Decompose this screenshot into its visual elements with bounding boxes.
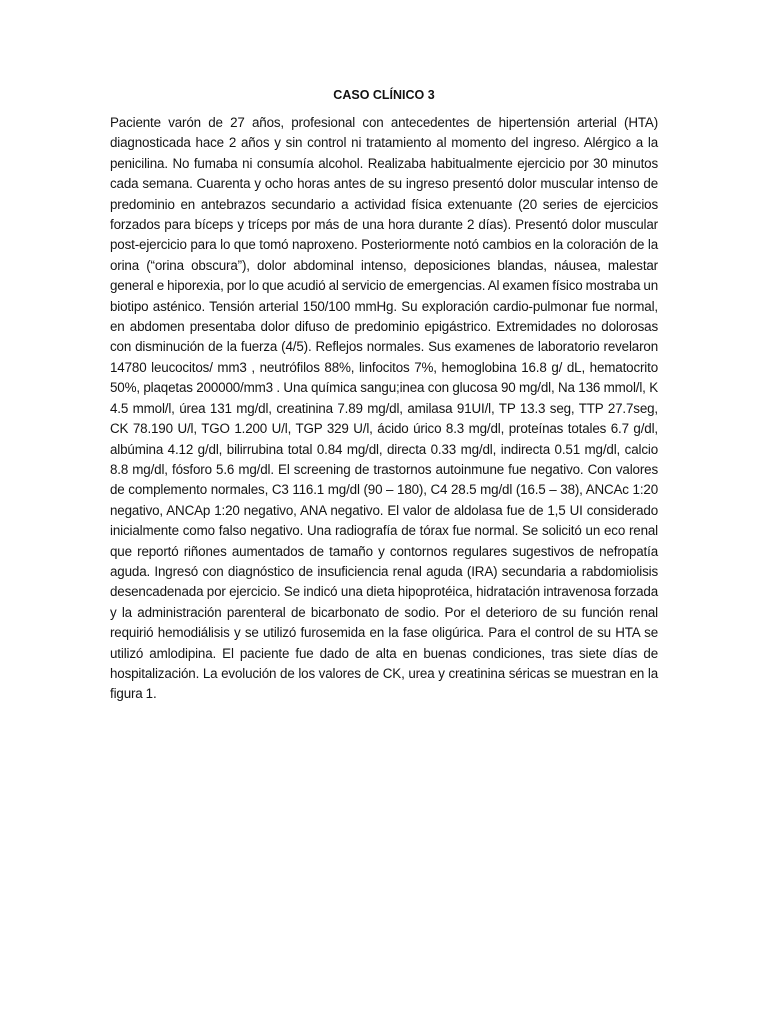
case-paragraph: Paciente varón de 27 años, profesional con antecedentes de hipertensión arterial (HTA) diagnosticada hace 2 años y sin control ni tratamiento al momento del ingreso. Alérgico a la penicilina. No fumaba ni consumía alcohol. Realizaba habitualmente ejercicio por 30 minutos cada semana. Cuarenta y ocho horas antes de su ingreso presentó dolor muscular intenso de predominio en antebrazos secundario a actividad física extenuante (20 series de ejercicios forzados para bíceps y tríceps por más de una hora durante 2 días). Presentó dolor muscular post-ejercicio para lo que tomó naproxeno. Posteriormente notó cambios en la coloración de la orina (“orina obscura”), dolor abdominal intenso, deposiciones blandas, náusea, malestar general e hiporexia, por lo que acudió al servicio de emergencias. Al examen físico mostraba un biotipo asténico. Tensión arterial 150/100 mmHg. Su exploración cardio-pulmonar fue normal, en abdomen presentaba dolor difuso de predominio epigástrico. Extremidades no dolorosas con disminución de la fuerza (4/5). Reflejos normales. Sus examenes de laboratorio revelaron 14780 leucocitos/ mm3 , neutrófilos 88%, linfocitos 7%, hemoglobina 16.8 g/ dL, hematocrito 50%, plaqetas 200000/mm3 . Una química sangu;inea con glucosa 90 mg/dl, Na 136 mmol/l, K 4.5 mmol/l, úrea 131 mg/dl, creatinina 7.89 mg/dl, amilasa 91UI/l, TP 13.3 seg, TTP 27.7seg, CK 78.190 U/l, TGO 1.200 U/l, TGP 329 U/l, ácido úrico 8.3 mg/dl, proteínas totales 6.7 g/dl, albúmina 4.12 g/dl, bilirrubina total 0.84 mg/dl, directa 0.33 mg/dl, indirecta 0.51 mg/dl, calcio 8.8 mg/dl, fósforo 5.6 mg/dl. El screening de trastornos autoinmune fue negativo. Con valores de complemento normales, C3 116.1 mg/dl (90 – 180), C4 28.5 mg/dl (16.5 – 38), ANCAc 1:20 negativo, ANCAp 1:20 negativo, ANA negativo. El valor de aldolasa fue de 1,5 UI considerado inicialmente como falso negativo. Una radiografía de tórax fue normal. Se solicitó un eco renal que reportó riñones aumentados de tamaño y contornos regulares sugestivos de nefropatía aguda. Ingresó con diagnóstico de insuficiencia renal aguda (IRA) secundaria a rabdomiolisis desencadenada por ejercicio. Se indicó una dieta hipoprotéica, hidratación intravenosa forzada y la administración parenteral de bicarbonato de sodio. Por el deterioro de su función renal requirió hemodiálisis y se utilizó furosemida en la fase oligúrica. Para el control de su HTA se utilizó amlodipina. El paciente fue dado de alta en buenas condiciones, tras siete días de hospitalización. La evolución de los valores de CK, urea y creatinina séricas se muestran en la figura 1. xyxy=(110,115,658,702)
document-title: CASO CLÍNICO 3 xyxy=(333,88,435,102)
